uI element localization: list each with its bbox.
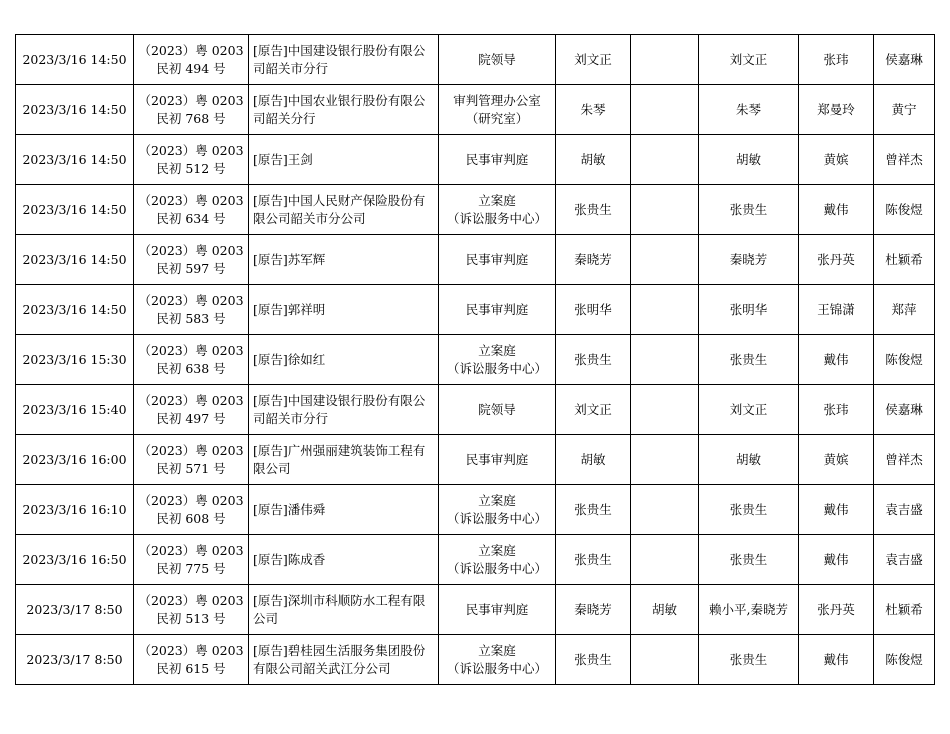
department-text: 立案庭 [478, 192, 516, 208]
department-cell [439, 435, 556, 485]
table-row [16, 335, 935, 385]
case-number-cell [134, 385, 249, 435]
presiding-cell [631, 535, 699, 585]
secretary-cell [874, 135, 935, 185]
party-text: [原告]碧桂园生活服务集团股份有限公司韶关武江分公司 [253, 642, 426, 676]
table-row [16, 585, 935, 635]
department-cell [439, 235, 556, 285]
case-number-text: 民初 768 号 [156, 110, 226, 126]
panel-members-cell [699, 385, 799, 435]
hearing-time-cell [16, 235, 134, 285]
hearing-time-cell [16, 335, 134, 385]
hearing-time-cell [16, 485, 134, 535]
table-body [16, 35, 935, 685]
clerk-cell [799, 235, 874, 285]
judge-text: 刘文正 [574, 51, 612, 67]
secretary-cell [874, 35, 935, 85]
panel-members-text: 张明华 [729, 301, 768, 317]
judge-text: 朱琴 [580, 101, 606, 117]
department-text: 民事审判庭 [465, 301, 529, 317]
secretary-text: 陈俊煜 [885, 651, 923, 667]
hearing-time-text: 2023/3/16 16:00 [22, 451, 127, 467]
department-cell [439, 585, 556, 635]
department-cell [439, 485, 556, 535]
department-cell [439, 185, 556, 235]
party-cell [249, 35, 439, 85]
clerk-text: 戴伟 [823, 351, 849, 367]
case-number-text: （2023）粤 0203 [138, 42, 244, 58]
case-number-text: 民初 597 号 [156, 260, 226, 276]
secretary-text: 陈俊煜 [885, 201, 923, 217]
presiding-cell [631, 185, 699, 235]
case-number-text: 民初 775 号 [156, 560, 226, 576]
secretary-cell [874, 85, 935, 135]
clerk-cell [799, 435, 874, 485]
secretary-text: 侯嘉琳 [885, 51, 923, 67]
department-text: （诉讼服务中心） [446, 560, 547, 576]
party-text: [原告]中国建设银行股份有限公司韶关市分行 [253, 42, 426, 76]
case-number-text: （2023）粤 0203 [138, 292, 244, 308]
panel-members-text: 张贵生 [729, 651, 768, 667]
clerk-cell [799, 85, 874, 135]
secretary-cell [874, 185, 935, 235]
department-cell [439, 35, 556, 85]
case-number-text: （2023）粤 0203 [138, 142, 244, 158]
judge-cell [556, 185, 631, 235]
party-cell [249, 285, 439, 335]
presiding-text: 胡敏 [651, 601, 677, 617]
department-text: （研究室） [465, 110, 529, 126]
department-cell [439, 535, 556, 585]
table-row [16, 85, 935, 135]
department-cell [439, 85, 556, 135]
table-row [16, 535, 935, 585]
presiding-cell [631, 435, 699, 485]
judge-text: 张明华 [574, 301, 612, 317]
department-text: 民事审判庭 [465, 151, 529, 167]
department-text: 审判管理办公室 [453, 92, 541, 108]
secretary-text: 曾祥杰 [885, 451, 923, 467]
panel-members-cell [699, 35, 799, 85]
clerk-text: 郑曼玲 [817, 101, 855, 117]
party-text: [原告]陈成香 [253, 551, 326, 567]
secretary-text: 侯嘉琳 [885, 401, 923, 417]
panel-members-text: 胡敏 [735, 451, 761, 467]
table-row [16, 185, 935, 235]
case-number-text: 民初 608 号 [156, 510, 226, 526]
judge-cell [556, 635, 631, 685]
party-text: [原告]徐如红 [253, 351, 326, 367]
hearing-time-text: 2023/3/16 14:50 [22, 51, 127, 67]
case-number-text: 民初 494 号 [156, 60, 226, 76]
department-text: 民事审判庭 [465, 601, 529, 617]
table-row [16, 285, 935, 335]
secretary-text: 曾祥杰 [885, 151, 923, 167]
panel-members-cell [699, 485, 799, 535]
hearing-time-cell [16, 535, 134, 585]
case-number-cell [134, 635, 249, 685]
clerk-text: 戴伟 [823, 651, 849, 667]
secretary-text: 杜颖希 [885, 251, 923, 267]
clerk-text: 张丹英 [817, 601, 855, 617]
judge-cell [556, 285, 631, 335]
secretary-cell [874, 535, 935, 585]
clerk-cell [799, 185, 874, 235]
clerk-text: 黄嫔 [823, 451, 849, 467]
clerk-text: 张丹英 [817, 251, 855, 267]
judge-text: 胡敏 [580, 151, 606, 167]
case-number-cell [134, 85, 249, 135]
case-number-cell [134, 35, 249, 85]
party-cell [249, 185, 439, 235]
case-number-cell [134, 585, 249, 635]
judge-text: 刘文正 [574, 401, 612, 417]
party-cell [249, 535, 439, 585]
hearing-time-text: 2023/3/16 15:30 [22, 351, 127, 367]
clerk-text: 张玮 [823, 401, 849, 417]
panel-members-cell [699, 535, 799, 585]
case-number-text: 民初 497 号 [156, 410, 226, 426]
panel-members-cell [699, 85, 799, 135]
party-text: [原告]中国农业银行股份有限公司韶关分行 [253, 92, 426, 126]
party-cell [249, 385, 439, 435]
panel-members-cell [699, 585, 799, 635]
department-text: 院领导 [478, 51, 516, 67]
case-number-cell [134, 285, 249, 335]
judge-text: 秦晓芳 [574, 251, 612, 267]
party-cell [249, 135, 439, 185]
presiding-cell [631, 85, 699, 135]
hearing-time-cell [16, 385, 134, 435]
case-number-cell [134, 435, 249, 485]
clerk-text: 张玮 [823, 51, 849, 67]
party-cell [249, 335, 439, 385]
clerk-text: 戴伟 [823, 551, 849, 567]
case-number-text: （2023）粤 0203 [138, 442, 244, 458]
panel-members-text: 张贵生 [729, 351, 768, 367]
case-number-text: 民初 615 号 [156, 660, 226, 676]
presiding-cell [631, 585, 699, 635]
judge-cell [556, 85, 631, 135]
secretary-cell [874, 285, 935, 335]
hearing-time-text: 2023/3/17 8:50 [26, 651, 123, 667]
department-cell [439, 285, 556, 335]
party-text: [原告]王剑 [253, 151, 313, 167]
hearing-time-cell [16, 35, 134, 85]
hearing-time-text: 2023/3/16 14:50 [22, 101, 127, 117]
panel-members-text: 张贵生 [729, 501, 768, 517]
secretary-cell [874, 385, 935, 435]
department-text: 立案庭 [478, 342, 516, 358]
secretary-cell [874, 585, 935, 635]
judge-cell [556, 485, 631, 535]
secretary-cell [874, 235, 935, 285]
clerk-cell [799, 335, 874, 385]
secretary-text: 袁吉盛 [885, 501, 923, 517]
secretary-cell [874, 335, 935, 385]
judge-cell [556, 235, 631, 285]
hearing-time-text: 2023/3/17 8:50 [26, 601, 123, 617]
party-cell [249, 485, 439, 535]
hearing-time-text: 2023/3/16 14:50 [22, 251, 127, 267]
judge-text: 张贵生 [574, 201, 612, 217]
secretary-text: 陈俊煜 [885, 351, 923, 367]
department-cell [439, 635, 556, 685]
presiding-cell [631, 635, 699, 685]
party-text: [原告]广州强丽建筑装饰工程有限公司 [253, 442, 426, 476]
department-cell [439, 335, 556, 385]
panel-members-text: 刘文正 [729, 401, 768, 417]
party-cell [249, 435, 439, 485]
case-number-text: 民初 634 号 [156, 210, 226, 226]
table-row [16, 485, 935, 535]
panel-members-text: 赖小平,秦晓芳 [709, 601, 788, 617]
case-number-text: 民初 583 号 [156, 310, 226, 326]
hearing-time-cell [16, 585, 134, 635]
judge-cell [556, 135, 631, 185]
hearing-time-cell [16, 85, 134, 135]
department-text: 院领导 [478, 401, 516, 417]
case-number-text: 民初 571 号 [156, 460, 226, 476]
hearing-time-cell [16, 185, 134, 235]
party-text: [原告]中国建设银行股份有限公司韶关市分行 [253, 392, 426, 426]
judge-cell [556, 535, 631, 585]
department-text: 立案庭 [478, 492, 516, 508]
secretary-text: 黄宁 [891, 101, 917, 117]
party-cell [249, 585, 439, 635]
judge-text: 张贵生 [574, 351, 612, 367]
table-row [16, 35, 935, 85]
clerk-cell [799, 385, 874, 435]
hearing-time-cell [16, 285, 134, 335]
judge-cell [556, 335, 631, 385]
case-number-text: 民初 638 号 [156, 360, 226, 376]
panel-members-cell [699, 435, 799, 485]
clerk-cell [799, 535, 874, 585]
panel-members-text: 刘文正 [729, 51, 768, 67]
secretary-text: 袁吉盛 [885, 551, 923, 567]
table-row [16, 635, 935, 685]
case-number-text: （2023）粤 0203 [138, 192, 244, 208]
case-number-cell [134, 235, 249, 285]
panel-members-cell [699, 235, 799, 285]
clerk-cell [799, 635, 874, 685]
clerk-cell [799, 485, 874, 535]
hearing-time-cell [16, 135, 134, 185]
case-number-cell [134, 535, 249, 585]
secretary-text: 杜颖希 [885, 601, 923, 617]
judge-cell [556, 35, 631, 85]
judge-text: 秦晓芳 [574, 601, 612, 617]
case-number-text: （2023）粤 0203 [138, 592, 244, 608]
case-number-text: （2023）粤 0203 [138, 242, 244, 258]
table-row [16, 385, 935, 435]
judge-text: 张贵生 [574, 501, 612, 517]
department-text: （诉讼服务中心） [446, 510, 547, 526]
panel-members-text: 胡敏 [735, 151, 761, 167]
department-cell [439, 385, 556, 435]
judge-text: 张贵生 [574, 551, 612, 567]
hearing-time-text: 2023/3/16 14:50 [22, 201, 127, 217]
table-row [16, 135, 935, 185]
party-cell [249, 85, 439, 135]
department-text: （诉讼服务中心） [446, 660, 547, 676]
table-row [16, 235, 935, 285]
case-number-cell [134, 485, 249, 535]
hearing-time-text: 2023/3/16 15:40 [22, 401, 127, 417]
department-text: （诉讼服务中心） [446, 360, 547, 376]
panel-members-text: 秦晓芳 [729, 251, 768, 267]
hearing-time-cell [16, 635, 134, 685]
clerk-text: 戴伟 [823, 201, 849, 217]
panel-members-cell [699, 285, 799, 335]
presiding-cell [631, 35, 699, 85]
case-number-cell [134, 185, 249, 235]
clerk-cell [799, 585, 874, 635]
secretary-text: 郑萍 [891, 301, 917, 317]
case-number-cell [134, 135, 249, 185]
department-cell [439, 135, 556, 185]
case-number-text: （2023）粤 0203 [138, 92, 244, 108]
department-text: 民事审判庭 [465, 251, 529, 267]
panel-members-text: 张贵生 [729, 201, 768, 217]
panel-members-cell [699, 635, 799, 685]
hearing-time-text: 2023/3/16 14:50 [22, 301, 127, 317]
table-row [16, 435, 935, 485]
party-text: [原告]深圳市科顺防水工程有限公司 [253, 592, 426, 626]
clerk-text: 黄嫔 [823, 151, 849, 167]
judge-text: 张贵生 [574, 651, 612, 667]
clerk-cell [799, 285, 874, 335]
party-text: [原告]苏军辉 [253, 251, 326, 267]
panel-members-text: 朱琴 [735, 101, 761, 117]
case-number-text: （2023）粤 0203 [138, 342, 244, 358]
party-text: [原告]中国人民财产保险股份有限公司韶关市分公司 [253, 192, 426, 226]
case-number-text: 民初 512 号 [156, 160, 226, 176]
panel-members-cell [699, 335, 799, 385]
judge-text: 胡敏 [580, 451, 606, 467]
department-text: 立案庭 [478, 542, 516, 558]
department-text: 立案庭 [478, 642, 516, 658]
hearing-time-text: 2023/3/16 16:50 [22, 551, 127, 567]
case-number-text: 民初 513 号 [156, 610, 226, 626]
presiding-cell [631, 385, 699, 435]
case-number-text: （2023）粤 0203 [138, 542, 244, 558]
case-number-text: （2023）粤 0203 [138, 492, 244, 508]
department-text: （诉讼服务中心） [446, 210, 547, 226]
hearing-time-text: 2023/3/16 14:50 [22, 151, 127, 167]
panel-members-cell [699, 185, 799, 235]
clerk-cell [799, 135, 874, 185]
judge-cell [556, 585, 631, 635]
case-number-text: （2023）粤 0203 [138, 392, 244, 408]
presiding-cell [631, 285, 699, 335]
hearing-schedule-page [15, 34, 935, 685]
clerk-text: 戴伟 [823, 501, 849, 517]
judge-cell [556, 435, 631, 485]
department-text: 民事审判庭 [465, 451, 529, 467]
case-number-cell [134, 335, 249, 385]
presiding-cell [631, 335, 699, 385]
case-number-text: （2023）粤 0203 [138, 642, 244, 658]
panel-members-cell [699, 135, 799, 185]
secretary-cell [874, 435, 935, 485]
presiding-cell [631, 485, 699, 535]
secretary-cell [874, 635, 935, 685]
party-cell [249, 235, 439, 285]
hearing-schedule-table [15, 34, 935, 685]
party-cell [249, 635, 439, 685]
clerk-cell [799, 35, 874, 85]
panel-members-text: 张贵生 [729, 551, 768, 567]
hearing-time-text: 2023/3/16 16:10 [22, 501, 127, 517]
party-text: [原告]郭祥明 [253, 301, 326, 317]
secretary-cell [874, 485, 935, 535]
presiding-cell [631, 135, 699, 185]
presiding-cell [631, 235, 699, 285]
hearing-time-cell [16, 435, 134, 485]
party-text: [原告]潘伟舜 [253, 501, 326, 517]
judge-cell [556, 385, 631, 435]
clerk-text: 王锦潇 [817, 301, 855, 317]
